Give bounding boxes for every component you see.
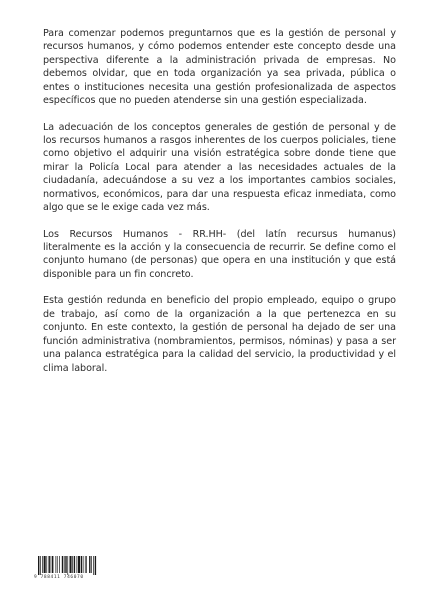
paragraph-beneficio: Esta gestión redunda en beneficio del propio empleado, equipo o grupo de trabajo, así como de la organización a la que pertenezca en su conjunto. En este contexto, la gestión de personal ha dejado de ser una función administrativa (nombramientos, permisos, nóminas) y pasa a ser una palanca estratégica para la calidad del servicio, la productividad y el clima laboral. [43,295,396,374]
barcode-digits: 9 788411 746070 [34,575,84,580]
paragraph-intro: Para comenzar podemos preguntarnos que es la gestión de personal y recursos humanos, y cómo podemos entender este concepto desde una perspectiva diferente a la administración privada de empresas. No debemos olvidar, que en toda organización ya sea privada, pública o entes o instituciones necesita una gestión profesionalizada de aspectos específicos que no pueden atenderse sin una gestión especializada. [43,28,396,107]
isbn-barcode [34,556,124,582]
paragraph-definicion: Los Recursos Humanos - RR.HH- (del latín recursus humanus) literalmente es la acción y la consecuencia de recurrir. Se define como el conjunto humano (de personas) que opera en una institución y que está disponible para un fin concreto. [43,228,396,280]
paragraph-adecuacion: La adecuación de los conceptos generales de gestión de personal y de los recursos humanos a rasgos inherentes de los cuerpos policiales, tiene como objetivo el adquirir una visión estratégica sobre donde tiene que mirar la Policía Local para atender a las necesidades actuales de la ciudadanía, adecuándose a su vez a los importantes cambios sociales, normativos, económicos, para dar una respuesta eficaz inmediata, como algo que se le exige cada vez más. [43,121,396,214]
barcode-bars-icon [34,556,124,575]
body-text [43,27,396,388]
